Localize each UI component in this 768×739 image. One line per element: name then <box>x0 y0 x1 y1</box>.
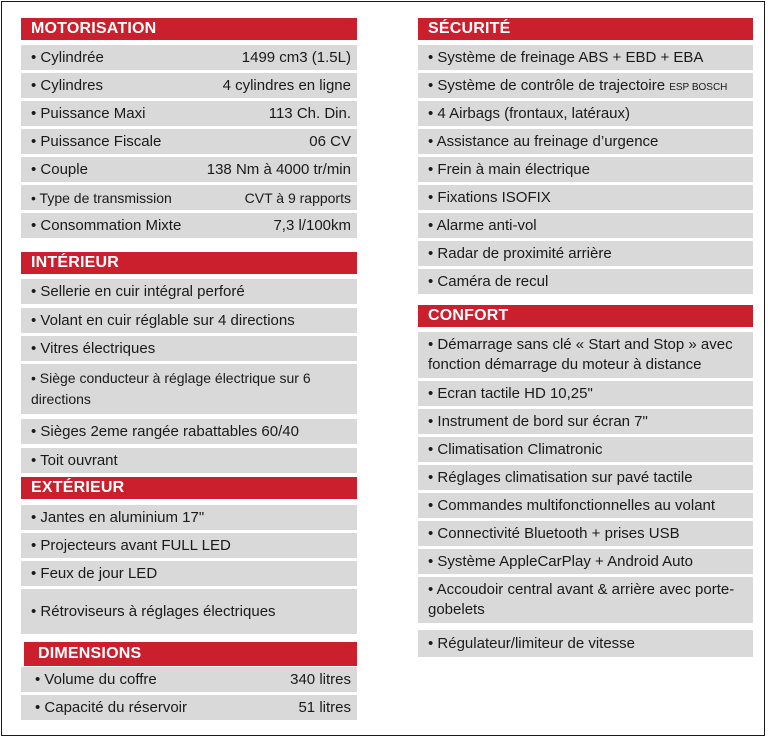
list-item <box>418 465 753 490</box>
list-item <box>418 45 753 70</box>
spec-row-puissance-fiscale <box>21 129 357 154</box>
spec-row-cylindree <box>21 45 357 70</box>
spec-label: • Type de transmission <box>31 189 172 206</box>
list-item <box>418 157 753 182</box>
list-item <box>418 493 753 518</box>
item-text: • Climatisation Climatronic <box>428 441 603 458</box>
item-text: • Régulateur/limiteur de vitesse <box>428 635 636 652</box>
spec-label: • Consommation Mixte <box>31 217 182 234</box>
spec-row-transmission <box>21 185 357 210</box>
spec-value: 7,3 l/100km <box>273 217 351 234</box>
item-text: • Alarme anti-vol <box>428 217 537 234</box>
section-header-interieur: INTÉRIEUR <box>21 252 357 274</box>
item-text: • Système AppleCarPlay + Android Auto <box>428 553 693 570</box>
item-text: • Projecteurs avant FULL LED <box>31 537 231 554</box>
spec-row-consommation <box>21 213 357 238</box>
list-item <box>418 73 753 98</box>
section-header-motorisation: MOTORISATION <box>21 18 357 40</box>
list-item <box>21 279 357 304</box>
item-text: • Assistance au freinage d’urgence <box>428 133 659 150</box>
item-text: • Caméra de recul <box>428 273 549 290</box>
item-text: • Commandes multifonctionnelles au volant <box>428 497 716 514</box>
list-item <box>21 364 357 414</box>
spec-value: 113 Ch. Din. <box>268 105 351 122</box>
item-text: • Vitres électriques <box>31 340 156 357</box>
list-item <box>418 101 753 126</box>
spec-row-capacite-reservoir <box>21 695 357 720</box>
item-text: • Sellerie en cuir intégral perforé <box>31 283 245 300</box>
spec-label: • Volume du coffre <box>35 671 157 688</box>
spec-label: • Capacité du réservoir <box>35 699 187 716</box>
list-item <box>418 381 753 406</box>
list-item <box>418 577 753 623</box>
list-item <box>21 533 357 558</box>
item-text <box>428 77 749 94</box>
list-item <box>21 419 357 444</box>
list-item <box>418 549 753 574</box>
section-header-securite: SÉCURITÉ <box>418 18 753 40</box>
item-text: • Volant en cuir réglable sur 4 directions <box>31 312 295 329</box>
list-item <box>418 630 753 657</box>
item-text: • Système de freinage ABS + EBD + EBA <box>428 49 704 66</box>
list-item <box>21 308 357 333</box>
section-header-exterieur: EXTÉRIEUR <box>21 477 357 499</box>
item-text: • 4 Airbags (frontaux, latéraux) <box>428 105 631 122</box>
section-header-dimensions: DIMENSIONS <box>24 642 357 666</box>
list-item <box>418 269 753 294</box>
list-item <box>21 448 357 473</box>
spec-row-puissance-maxi <box>21 101 357 126</box>
item-text: • Connectivité Bluetooth + prises USB <box>428 525 680 542</box>
spec-value: 138 Nm à 4000 tr/min <box>206 161 351 178</box>
spec-value: 06 CV <box>309 133 351 150</box>
list-item <box>418 129 753 154</box>
spec-value: 4 cylindres en ligne <box>222 77 351 94</box>
spec-value: 1499 cm3 (1.5L) <box>241 49 351 66</box>
item-text: • Siège conducteur à réglage électrique sur 6 directions <box>31 370 311 407</box>
list-item <box>418 409 753 434</box>
list-item <box>21 336 357 361</box>
spec-value: 340 litres <box>290 671 351 688</box>
item-text: • Feux de jour LED <box>31 565 158 582</box>
spec-label: • Couple <box>31 161 88 178</box>
item-text-main: • Système de contrôle de trajectoire <box>428 77 666 94</box>
item-text: • Accoudoir central avant & arrière avec porte-gobelets <box>428 581 735 618</box>
spec-value: 51 litres <box>298 699 351 716</box>
spec-label: • Puissance Maxi <box>31 105 146 122</box>
item-text: • Sièges 2eme rangée rabattables 60/40 <box>31 423 299 440</box>
list-item <box>418 332 753 378</box>
item-text: • Démarrage sans clé « Start and Stop » avec fonction démarrage du moteur à distance <box>428 336 733 373</box>
section-header-confort: CONFORT <box>418 305 753 327</box>
list-item <box>21 561 357 586</box>
item-text: • Rétroviseurs à réglages électriques <box>31 603 276 620</box>
item-text: • Instrument de bord sur écran 7" <box>428 413 648 430</box>
list-item <box>418 185 753 210</box>
spec-value: CVT à 9 rapports <box>244 189 351 206</box>
spec-label: • Cylindrée <box>31 49 104 66</box>
spec-row-volume-coffre <box>21 667 357 692</box>
item-text: • Réglages climatisation sur pavé tactile <box>428 469 693 486</box>
item-text: • Toit ouvrant <box>31 452 118 469</box>
item-text: • Fixations ISOFIX <box>428 189 551 206</box>
spec-row-couple <box>21 157 357 182</box>
list-item <box>21 589 357 634</box>
esp-note: ESP BOSCH <box>669 82 728 93</box>
item-text: • Radar de proximité arrière <box>428 245 612 262</box>
item-text: • Jantes en aluminium 17" <box>31 509 205 526</box>
item-text: • Ecran tactile HD 10,25" <box>428 385 593 402</box>
spec-row-cylindres <box>21 73 357 98</box>
spec-label: • Cylindres <box>31 77 103 94</box>
spec-sheet <box>1 1 765 736</box>
list-item <box>21 505 357 530</box>
item-text: • Frein à main électrique <box>428 161 590 178</box>
list-item <box>418 437 753 462</box>
list-item <box>418 521 753 546</box>
list-item <box>418 213 753 238</box>
list-item <box>418 241 753 266</box>
spec-label: • Puissance Fiscale <box>31 133 162 150</box>
